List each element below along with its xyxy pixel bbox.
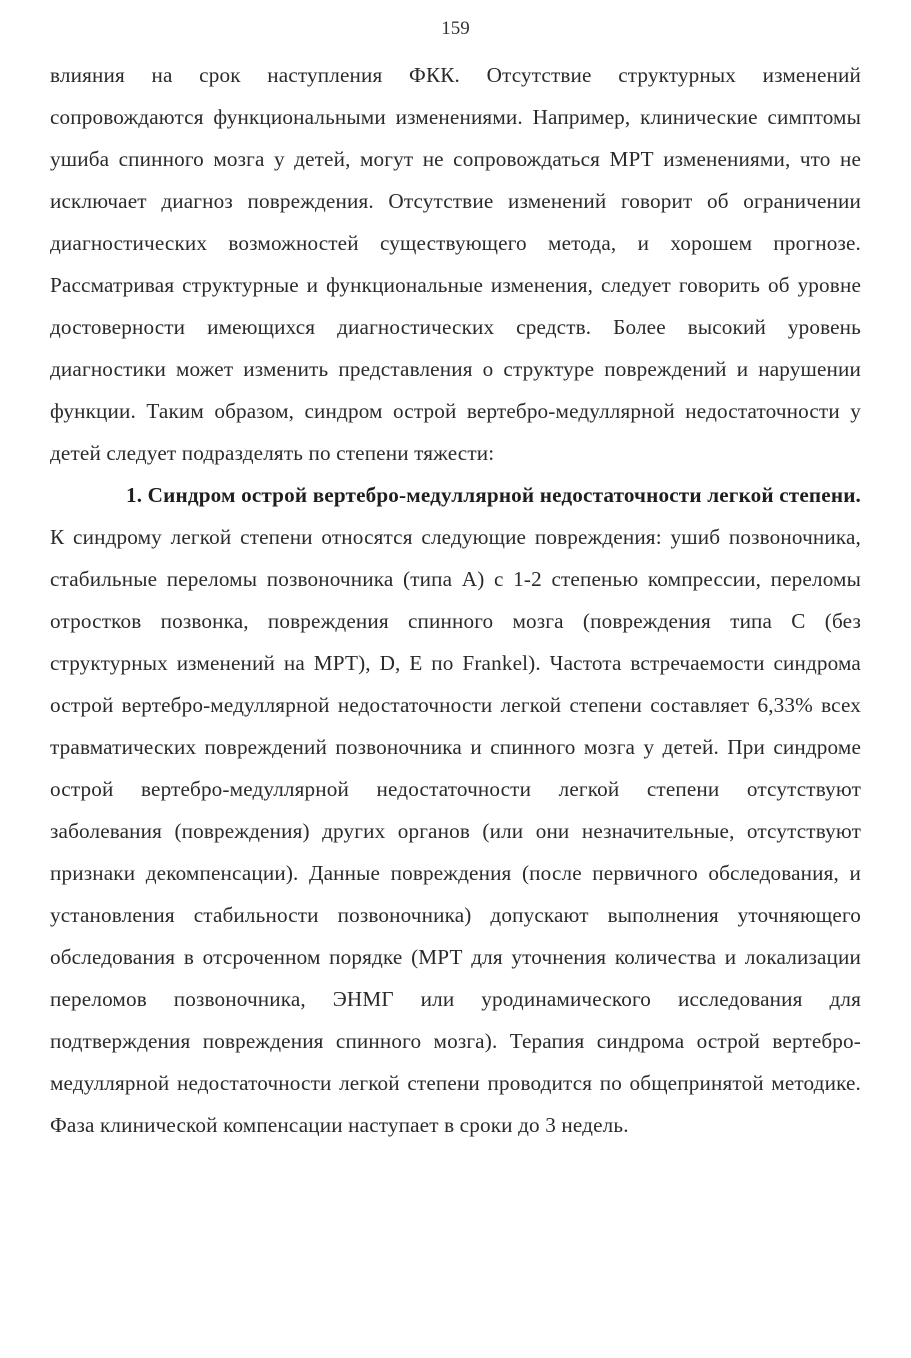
page-number: 159	[441, 18, 470, 39]
page-body	[50, 54, 861, 1146]
item-1-paragraph	[50, 474, 861, 1146]
item-1-heading: 1. Синдром острой вертебро-медуллярной недостаточности легкой степени.	[126, 483, 861, 507]
item-1-body: К синдрому легкой степени относятся следующие повреждения: ушиб позвоночника, стабильные переломы позвоночника (типа А) с 1-2 степенью компрессии, переломы отростков позвонка, повреждения спинного мозга (повреждения типа С (без структурных изменений на МРТ), D, E по Frankel). Частота встречаемости синдрома острой вертебро-медуллярной недостаточности легкой степени составляет 6,33% всех травматических повреждений позвоночника и спинного мозга у детей. При синдроме острой вертебро-медуллярной недостаточности легкой степени отсутствуют заболевания (повреждения) других органов (или они незначительные, отсутствуют признаки декомпенсации). Данные повреждения (после первичного обследования, и установления стабильности позвоночника) допускают выполнения уточняющего обследования в отсроченном порядке (МРТ для уточнения количества и локализации переломов позвоночника, ЭНМГ или уродинамического исследования для подтверждения повреждения спинного мозга). Терапия синдрома острой вертебро-медуллярной недостаточности легкой степени проводится по общепринятой методике. Фаза клинической компенсации наступает в сроки до 3 недель.	[50, 525, 861, 1137]
intro-paragraph: влияния на срок наступления ФКК. Отсутствие структурных изменений сопровождаются функциональными изменениями. Например, клинические симптомы ушиба спинного мозга у детей, могут не сопровождаться МРТ изменениями, что не исключает диагноз повреждения. Отсутствие изменений говорит об ограничении диагностических возможностей существующего метода, и хорошем прогнозе. Рассматривая структурные и функциональные изменения, следует говорить об уровне достоверности имеющихся диагностических средств. Более высокий уровень диагностики может изменить представления о структуре повреждений и нарушении функции. Таким образом, синдром острой вертебро-медуллярной недостаточности у детей следует подразделять по степени тяжести:	[50, 63, 861, 465]
